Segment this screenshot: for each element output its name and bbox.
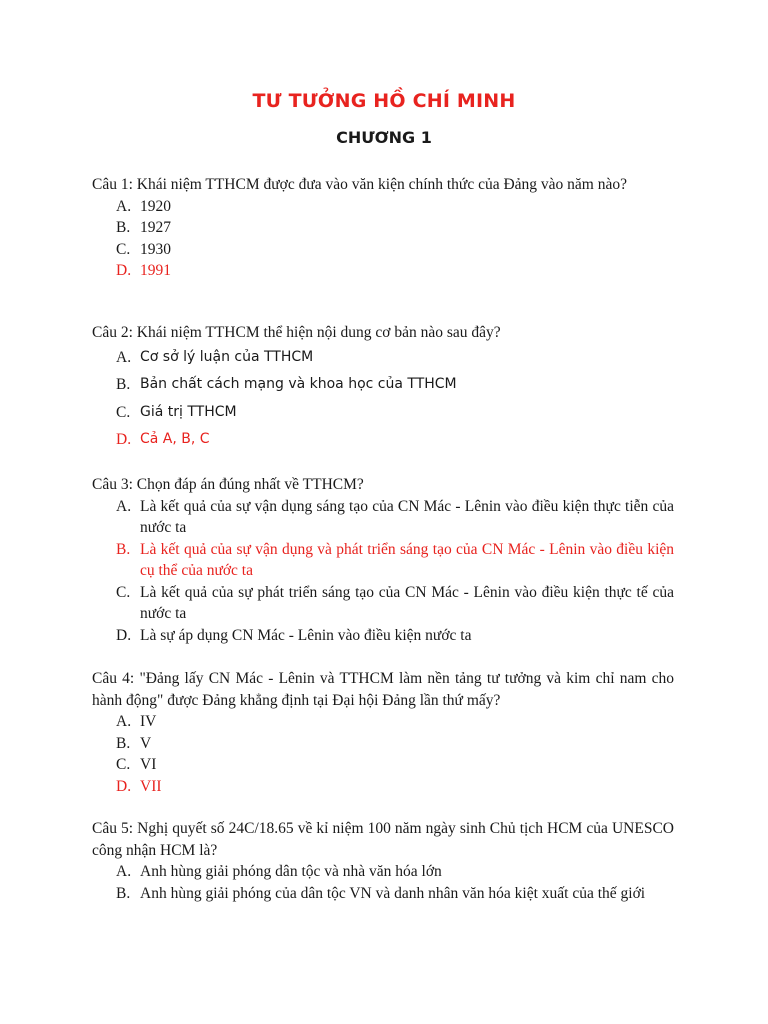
option-text: IV — [140, 713, 157, 730]
option-letter: D. — [116, 262, 132, 279]
question-4 — [92, 668, 674, 797]
option-letter: C. — [116, 583, 131, 601]
question-2 — [92, 322, 674, 454]
option-letter: D. — [116, 777, 132, 795]
option-text: Anh hùng giải phóng của dân tộc VN và danh nhân văn hóa kiệt xuất của thế giới — [140, 884, 646, 902]
option-b — [92, 883, 674, 905]
answer-options — [92, 861, 674, 904]
option-letter: B. — [116, 219, 131, 236]
option-letter: B. — [116, 540, 131, 558]
question-text: Câu 3: Chọn đáp án đúng nhất về TTHCM? — [92, 476, 364, 493]
option-c — [92, 399, 674, 427]
option-letter: C. — [116, 756, 131, 773]
option-text: Giá trị TTHCM — [140, 403, 237, 420]
question-1 — [92, 174, 674, 282]
question-text: Câu 5: Nghị quyết số 24C/18.65 về kỉ niệm 100 năm ngày sinh Chủ tịch HCM của UNESCO công nhận HCM là? — [92, 820, 674, 859]
option-text: Là kết quả của sự vận dụng và phát triển sáng tạo của CN Mác - Lênin vào điều kiện cụ thể của nước ta — [140, 540, 674, 579]
option-letter: B. — [116, 376, 131, 393]
option-b-correct — [92, 539, 674, 582]
chapter-heading: CHƯƠNG 1 — [336, 128, 432, 147]
question-text: Câu 1: Khái niệm TTHCM được đưa vào văn kiện chính thức của Đảng vào năm nào? — [92, 176, 627, 193]
question-text: Câu 4: "Đảng lấy CN Mác - Lênin và TTHCM làm nền tảng tư tưởng và kim chỉ nam cho hành động" được Đảng khẳng định tại Đại hội Đảng lần thứ mấy? — [92, 670, 674, 709]
option-text: VII — [140, 777, 162, 795]
option-letter: D. — [116, 626, 132, 644]
option-a — [92, 711, 674, 733]
answer-options — [92, 196, 674, 282]
option-d — [92, 625, 674, 647]
option-letter: B. — [116, 734, 131, 752]
option-b — [92, 733, 674, 755]
option-letter: C. — [116, 240, 131, 258]
option-a — [92, 344, 674, 372]
option-a — [92, 496, 674, 539]
option-text: Cả A, B, C — [140, 431, 210, 447]
option-letter: A. — [116, 713, 132, 730]
option-letter: C. — [116, 403, 131, 421]
option-text: 1920 — [140, 197, 171, 215]
option-text: Bản chất cách mạng và khoa học của TTHCM — [140, 376, 457, 392]
option-d-correct — [92, 776, 674, 798]
option-a — [92, 196, 674, 218]
option-letter: A. — [116, 497, 132, 515]
option-a — [92, 861, 674, 883]
option-letter: B. — [116, 884, 131, 902]
option-text: Là kết quả của sự phát triển sáng tạo của CN Mác - Lênin vào điều kiện thực tế của nước ta — [140, 583, 674, 622]
question-text: Câu 2: Khái niệm TTHCM thể hiện nội dung cơ bản nào sau đây? — [92, 324, 501, 341]
option-text: V — [140, 734, 152, 752]
answer-options — [92, 711, 674, 797]
option-letter: A. — [116, 197, 132, 215]
option-text: VI — [140, 756, 157, 773]
option-d-correct — [92, 260, 674, 282]
option-text: Là kết quả của sự vận dụng sáng tạo của CN Mác - Lênin vào điều kiện thực tiễn của nước ta — [140, 497, 674, 536]
option-c — [92, 582, 674, 625]
question-3 — [92, 474, 674, 646]
option-text: Là sự áp dụng CN Mác - Lênin vào điều kiện nước ta — [140, 626, 472, 644]
answer-options — [92, 496, 674, 647]
option-text: Anh hùng giải phóng dân tộc và nhà văn hóa lớn — [140, 863, 442, 880]
option-letter: A. — [116, 348, 132, 366]
option-c — [92, 239, 674, 261]
question-5 — [92, 818, 674, 904]
option-d-correct — [92, 426, 674, 454]
option-b — [92, 217, 674, 239]
option-text: 1991 — [140, 262, 171, 279]
option-text: Cơ sở lý luận của TTHCM — [140, 348, 314, 365]
answer-options — [92, 344, 674, 454]
option-b — [92, 371, 674, 399]
option-letter: D. — [116, 431, 132, 448]
document-title: TƯ TƯỞNG HỒ CHÍ MINH — [252, 90, 516, 112]
option-text: 1927 — [140, 219, 171, 236]
option-text: 1930 — [140, 240, 171, 258]
option-c — [92, 754, 674, 776]
option-letter: A. — [116, 863, 132, 880]
